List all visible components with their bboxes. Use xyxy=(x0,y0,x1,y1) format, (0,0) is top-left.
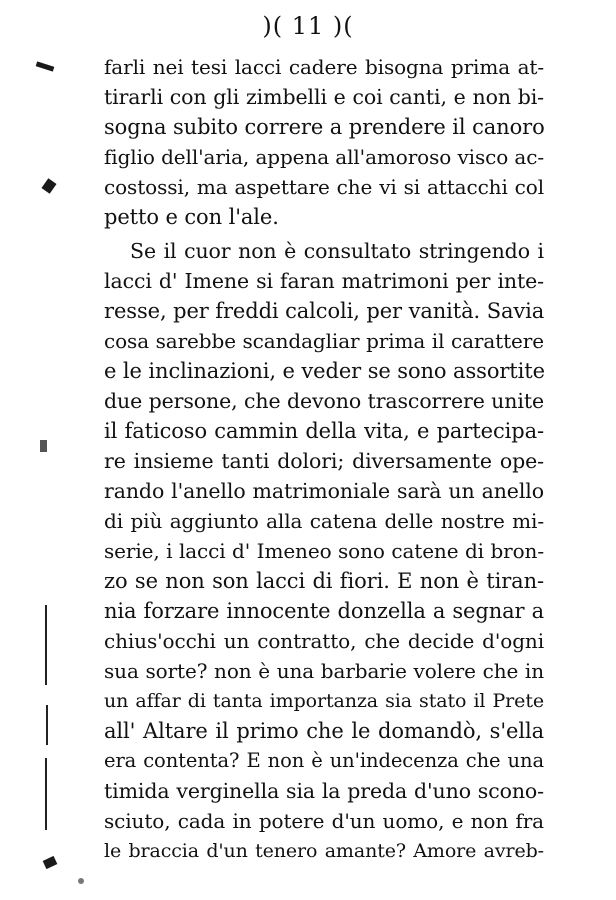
text-line: Se il cuor non è consultato stringendo i xyxy=(130,239,544,263)
text-line: all' Altare il primo che le domandò, s'ella xyxy=(104,719,544,743)
page-number: )( 11 )( xyxy=(262,12,354,40)
text-line: sua sorte? non è una barbarie volere che in xyxy=(104,659,544,683)
text-line: sogna subito correre a prendere il canoro xyxy=(104,115,545,139)
text-line: due persone, che devono trascorrere unite xyxy=(104,389,544,413)
margin-dot xyxy=(78,878,84,884)
text-line: re insieme tanti dolori; diversamente ope- xyxy=(104,449,544,473)
text-line: di più aggiunto alla catena delle nostre mi- xyxy=(104,509,544,533)
text-line: farli nei tesi lacci cadere bisogna prima at- xyxy=(104,55,544,79)
text-line: serie, i lacci d' Imeneo sono catene di bron- xyxy=(104,539,544,563)
text-line: cosa sarebbe scandagliar prima il carattere xyxy=(104,329,544,353)
text-line: e le inclinazioni, e veder se sono assortite xyxy=(104,359,545,383)
text-line: lacci d' Imene si faran matrimoni per inte- xyxy=(104,269,544,293)
text-line: petto e con l'ale. xyxy=(104,205,279,229)
text-line: costossi, ma aspettare che vi si attacchi col xyxy=(104,175,544,199)
paragraph-2 xyxy=(104,236,544,866)
margin-mark-upper xyxy=(41,178,56,194)
text-line: zo se non son lacci di fiori. E non è tiran- xyxy=(104,569,544,593)
text-line: resse, per freddi calcoli, per vanità. Savia xyxy=(104,299,545,323)
text-line: timida verginella sia la preda d'uno scono- xyxy=(104,779,544,803)
margin-rule-3 xyxy=(45,758,47,830)
margin-mark-bottom xyxy=(43,856,58,869)
text-line: nia forzare innocente donzella a segnar a xyxy=(104,599,544,623)
text-line: il faticoso cammin della vita, e partecipa- xyxy=(104,419,544,443)
text-line: chius'occhi un contratto, che decide d'ogni xyxy=(104,629,544,653)
paragraph-1 xyxy=(104,52,544,232)
margin-rule-1 xyxy=(45,605,47,685)
text-line: tirarli con gli zimbelli e coi canti, e non bi- xyxy=(104,85,544,109)
text-line: era contenta? E non è un'indecenza che una xyxy=(104,749,544,772)
margin-mark-top xyxy=(36,61,55,71)
text-line: rando l'anello matrimoniale sarà un anello xyxy=(104,479,544,503)
body-text xyxy=(104,52,544,866)
text-line: sciuto, cada in potere d'un uomo, e non fra xyxy=(104,809,544,833)
text-line: le braccia d'un tenero amante? Amore avreb- xyxy=(104,840,544,862)
margin-rule-2 xyxy=(46,705,48,745)
text-line: figlio dell'aria, appena all'amoroso visco ac- xyxy=(104,145,545,169)
text-line: un affar di tanta importanza sia stato il Prete xyxy=(104,690,544,712)
margin-mark-middle xyxy=(40,440,47,452)
